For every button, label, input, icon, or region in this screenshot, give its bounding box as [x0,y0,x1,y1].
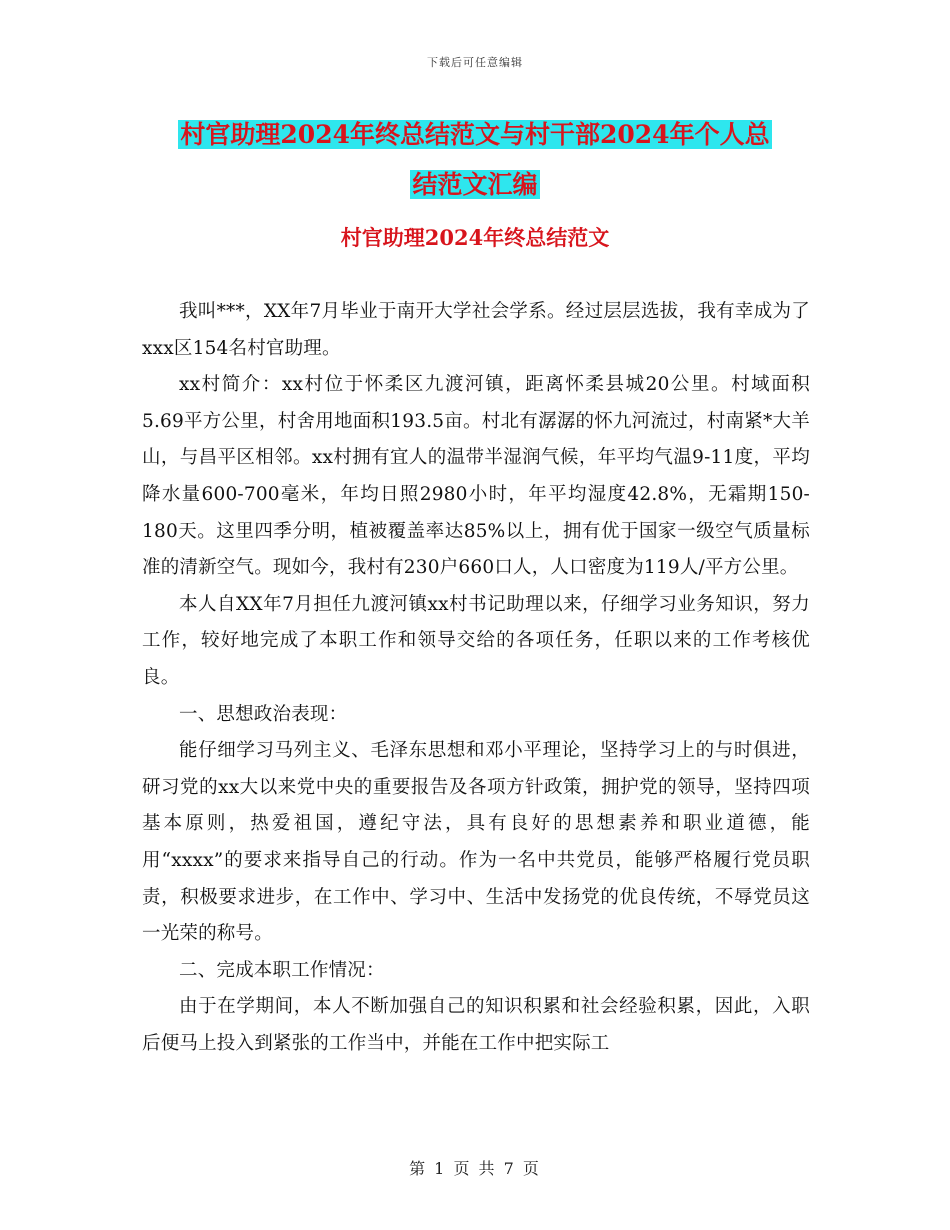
paragraph-duties: 由于在学期间，本人不断加强自己的知识积累和社会经验积累，因此，入职后便马上投入到紧张的工作当中，并能在工作中把实际工 [142,996,810,1054]
document-title [0,110,950,210]
heading-duties: 二、完成本职工作情况： [179,959,385,981]
paragraph-political: 能仔细学习马列主义、毛泽东思想和邓小平理论，坚持学习上的与时俱进，研习党的xx大以来党中央的重要报告及各项方针政策，拥护党的领导，坚持四项基本原则，热爱祖国，遵纪守法，具有良好的思想素养和职业道德，能用“xxxx”的要求来指导自己的行动。作为一名中共党员，能够严格履行党员职责，积极要求进步，在工作中、学习中、生活中发扬党的优良传统，不辱党员这一光荣的称号。 [142,740,810,945]
heading-political: 一、思想政治表现： [179,703,348,725]
document-title-line-2: 结范文汇编 [412,170,538,199]
paragraph-intro: 我叫***，XX年7月毕业于南开大学社会学系。经过层层选拔，我有幸成为了xxx区154名村官助理。 [142,301,810,359]
paragraph-village-profile: xx村简介：xx村位于怀柔区九渡河镇，距离怀柔县城20公里。村域面积5.69平方公里，村舍用地面积193.5亩。村北有潺潺的怀九河流过，村南紧*大羊山，与昌平区相邻。xx村拥有宜人的温带半湿润气候，年平均气温9-11度，平均降水量600-700毫米，年均日照2980小时，年平均湿度42.8%，无霜期150-180天。这里四季分明，植被覆盖率达85%以上，拥有优于国家一级空气质量标准的清新空气。现如今，我村有230户660口人，人口密度为119人/平方公里。 [142,374,810,579]
page-footer: 第 1 页 共 7 页 [409,1159,541,1178]
body-text [142,294,810,1062]
document-title-line-1: 村官助理2024年终总结范文与村干部2024年个人总 [180,120,770,149]
paragraph-role: 本人自XX年7月担任九渡河镇xx村书记助理以来，仔细学习业务知识，努力工作，较好地完成了本职工作和领导交给的各项任务，任职以来的工作考核优良。 [142,593,810,688]
section-title: 村官助理2024年终总结范文 [340,225,610,250]
page-header-note: 下载后可任意编辑 [427,56,523,69]
